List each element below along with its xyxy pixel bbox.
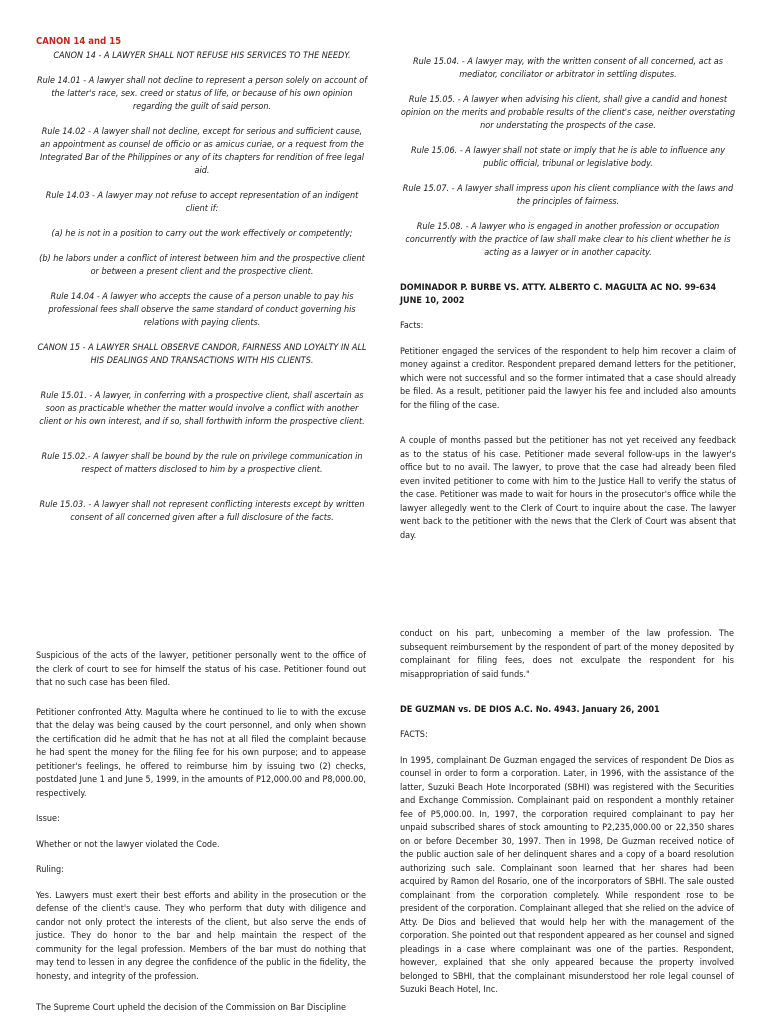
- ruling-label: Ruling:: [36, 865, 64, 875]
- rule-14-02: Rule 14.02 - A lawyer shall not decline, except for serious and sufficient cause, an appointment as counsel de officio or as amicus curiae, or a request from the Integrated Bar of the Philippines or any of its chapters for rendition of free legal aid.: [40, 127, 364, 176]
- document-title: CANON 14 and 15: [36, 36, 122, 47]
- facts-paragraph-1: Petitioner engaged the services of the respondent to help him recover a claim of money against a creditor. Respondent prepared demand letters for the petitioner, which were not successful and so the former intimated that a case should already be filed. As a result, petitioner paid the lawyer his fee and included also amounts for the filing of the case.: [400, 346, 736, 411]
- rule-14-03-item-a: (a) he is not in a position to carry out the work effectively or competently;: [51, 229, 353, 239]
- ruling-conclusion: conduct on his part, unbecoming a member of the law profession. The subsequent reimbursement by the respondent of part of the money deposited by complainant for filing fees, does not exculpate the respondent for his misappropriation of said funds.": [400, 629, 734, 680]
- rule-15-07: Rule 15.07. - A lawyer shall impress upon his client compliance with the laws and the principles of fairness.: [402, 184, 734, 207]
- right-column: [400, 628, 734, 1010]
- facts-label: Facts:: [400, 321, 424, 331]
- rule-14-03: Rule 14.03 - A lawyer may not refuse to accept representation of an indigent client if:: [45, 191, 359, 214]
- rule-14-03-item-b: (b) he labors under a conflict of interest between him and the prospective client or between a present client and the prospective client.: [39, 254, 365, 277]
- rule-14-04: Rule 14.04 - A lawyer who accepts the cause of a person unable to pay his professional fees shall observe the same standard of conduct governing his relations with paying clients.: [48, 292, 356, 328]
- facts-paragraph-4: Petitioner confronted Atty. Magulta where he continued to lie to with the excuse that the delay was being caused by the court personnel, and only when shown the certification did he admit that he has not at all filed the complaint because he had spent the money for the filing fee for his own purpose; and to appease petitioner's feelings, he offered to reimburse him by issuing two (2) checks, postdated June 1 and June 5, 1999, in the amounts of P12,000.00 and P8,000.00, respectively.: [36, 707, 366, 799]
- rule-15-03: Rule 15.03. - A lawyer shall not represent conflicting interests except by written consent of all concerned given after a full disclosure of the facts.: [39, 500, 365, 523]
- case-2-title: DE GUZMAN vs. DE DIOS A.C. No. 4943. January 26, 2001: [400, 705, 660, 715]
- facts-paragraph-2: A couple of months passed but the petitioner has not yet received any feedback as to the status of his case. Petitioner made several follow-ups in the lawyer's office but to no avail. The lawyer, to prove that the case had already been filed even invited petitioner to come with him to the Justice Hall to verify the status of the case. Petitioner was made to wait for hours in the prosecutor's office while the lawyer allegedly went to the Clerk of Court to inquire about the case. The lawyer went back to the petitioner with the news that the Clerk of Court was absent that day.: [400, 436, 736, 541]
- left-column: [36, 36, 368, 537]
- canon-15-heading: CANON 15 - A LAWYER SHALL OBSERVE CANDOR, FAIRNESS AND LOYALTY IN ALL HIS DEALINGS AND TRANSACTIONS WITH HIS CLIENTS.: [37, 343, 367, 366]
- case-title: DOMINADOR P. BURBE VS. ATTY. ALBERTO C. MAGULTA AC NO. 99-634 JUNE 10, 2002: [400, 283, 717, 306]
- issue-text: Whether or not the lawyer violated the Code.: [36, 839, 220, 850]
- document-page-2: [0, 612, 768, 1024]
- right-column: [400, 56, 736, 555]
- facts-paragraph-3: Suspicious of the acts of the lawyer, petitioner personally went to the office of the clerk of court to see for himself the status of his case. Petitioner found out that no such case has been filed.: [36, 651, 366, 688]
- rule-14-01: Rule 14.01 - A lawyer shall not decline to represent a person solely on account of the latter's race, sex. creed or status of life, or because of his own opinion regarding the guilt of said person.: [36, 76, 368, 112]
- ruling-continuation: The Supreme Court upheld the decision of the Commission on Bar Discipline: [36, 1003, 347, 1013]
- left-column: [36, 650, 366, 1024]
- rule-15-02: Rule 15.02.- A lawyer shall be bound by the rule on privilege communication in respect of matters disclosed to him by a prospective client.: [41, 452, 363, 475]
- canon-14-heading: CANON 14 - A LAWYER SHALL NOT REFUSE HIS SERVICES TO THE NEEDY.: [53, 51, 351, 61]
- rule-15-06: Rule 15.06. - A lawyer shall not state or imply that he is able to influence any public official, tribunal or legislative body.: [410, 146, 726, 169]
- rule-15-05: Rule 15.05. - A lawyer when advising his client, shall give a candid and honest opinion on the merits and probable results of the client's case, neither overstating nor understating the prospects of the case.: [400, 95, 736, 131]
- ruling-text: Yes. Lawyers must exert their best efforts and ability in the prosecution or the defense of the client's cause. They who perform that duty with diligence and candor not only protect the interests of the client, but also serve the ends of justice. They do honor to the bar and help maintain the respect of the community for the legal profession. Members of the bar must do nothing that may tend to lessen in any degree the confidence of the public in the fidelity, the honesty, and integrity of the profession.: [36, 890, 366, 982]
- rule-15-01: Rule 15.01. - A lawyer, in conferring with a prospective client, shall ascertain as soon as practicable whether the matter would involve a conflict with another client or his own interest, and if so, shall forthwith inform the prospective client.: [39, 391, 365, 427]
- rule-15-04: Rule 15.04. - A lawyer may, with the written consent of all concerned, act as mediator, conciliator or arbitrator in settling disputes.: [413, 57, 723, 80]
- issue-label: Issue:: [36, 814, 60, 824]
- facts-2-label: FACTS:: [400, 730, 428, 740]
- rule-15-08: Rule 15.08. - A lawyer who is engaged in another profession or occupation concurrently with the practice of law shall make clear to his client whether he is acting as a lawyer or in another capacity.: [405, 222, 731, 258]
- facts-2-paragraph: In 1995, complainant De Guzman engaged the services of respondent De Dios as counsel in order to form a corporation. Later, in 1996, with the assistance of the latter, Suzuki Beach Hote Incorporated (SBHI) was registered with the Securities and Exchange Commission. Complainant paid on respondent a monthly retainer fee of P5,000.00. In, 1997, the corporation required complainant to pay her unpaid subscribed shares of stock amounting to P2,235,000.00 or 22,350 shares on or before December 30, 1997. Then in 1998, De Guzman received notice of the public auction sale of her delinquent shares and a copy of a board resolution authorizing such sale. Complainant soon learned that her shares had been acquired by Ramon del Rosario, one of the incorporators of SBHI. The sale ousted complainant from the corporation completely. While respondent rose to be president of the corporation. Complainant alleged that she relied on the advice of Atty. De Dios and believed that would help her with the management of the corporation. She pointed out that respondent appeared as her counsel and signed pleadings in a case where complainant was one of the parties. Respondent, however, explained that she only appeared because the property involved belonged to SBHI, that the complainant misunderstood her role legal counsel of Suzuki Beach Hotel, Inc.: [400, 755, 734, 995]
